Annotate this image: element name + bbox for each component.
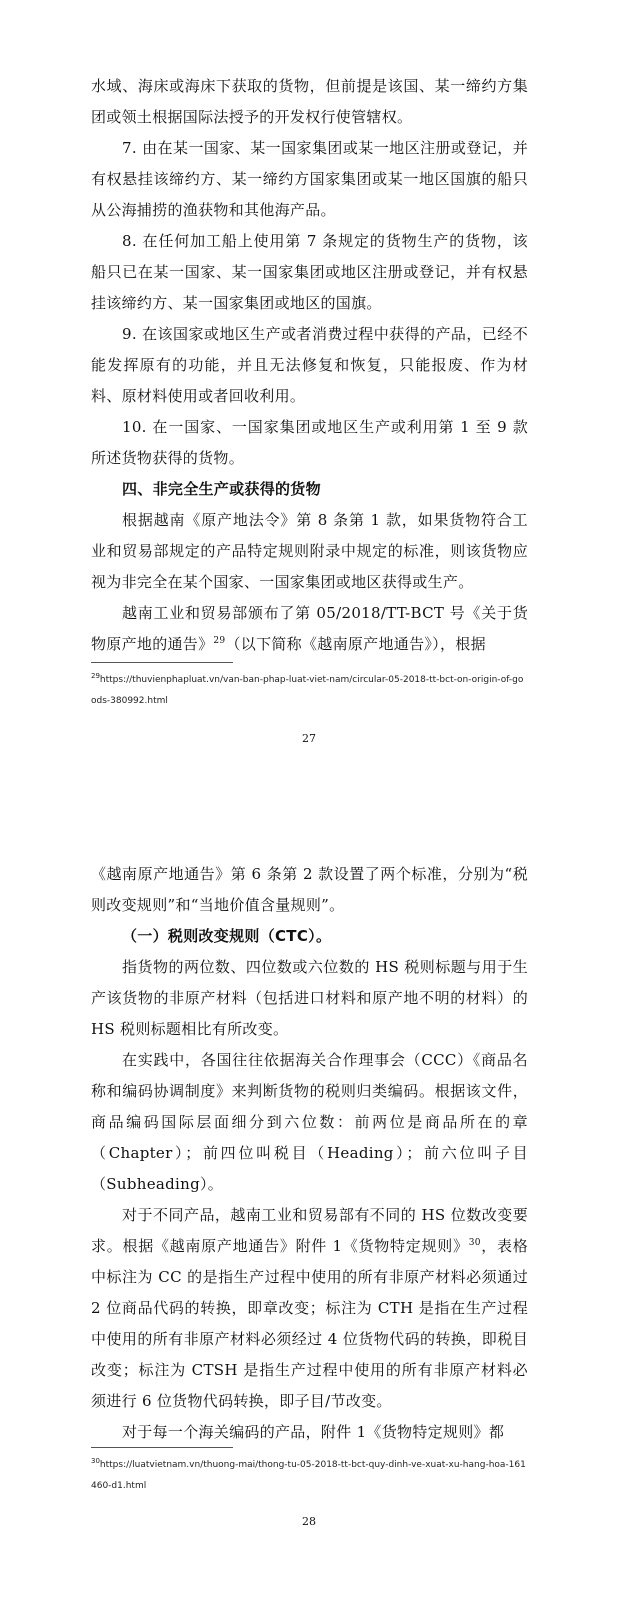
page-body (91, 71, 528, 660)
page-number: 27 (302, 732, 316, 745)
footnote-ref-29[interactable]: 29 (213, 636, 226, 646)
page-body (91, 859, 528, 1448)
paragraph-hs-digits (91, 1200, 528, 1417)
paragraph-continuation: 水域、海床或海床下获取的货物，但前提是该国、某一缔约方集团或领土根据国际法授予的开发权行使管辖权。 (91, 77, 528, 126)
paragraph-item-9: 9. 在该国家或地区生产或者消费过程中获得的产品，已经不能发挥原有的功能，并且无法修复和恢复，只能报废、作为材料、原材料使用或者回收利用。 (91, 325, 528, 405)
footnote-divider (91, 1447, 233, 1448)
paragraph-origin-decree: 根据越南《原产地法令》第 8 条第 1 款，如果货物符合工业和贸易部规定的产品特定规则附录中规定的标准，则该货物应视为非完全在某个国家、一国家集团或地区获得或生产。 (91, 511, 528, 591)
paragraph-ctc-definition: 指货物的两位数、四位数或六位数的 HS 税则标题与用于生产该货物的非原产材料（包括进口材料和原产地不明的材料）的 HS 税则标题相比有所改变。 (91, 958, 528, 1038)
footnote-ref-30[interactable]: 30 (468, 1238, 481, 1248)
page-28 (0, 800, 618, 1600)
paragraph-continuation: 《越南原产地通告》第 6 条第 2 款设置了两个标准，分别为“税则改变规则”和“当地价值含量规则”。 (91, 865, 528, 914)
paragraph-item-8: 8. 在任何加工船上使用第 7 条规定的货物生产的货物，该船只已在某一国家、某一国家集团或地区注册或登记，并有权悬挂该缔约方、某一国家集团或地区的国旗。 (91, 232, 528, 312)
paragraph-annex: 对于每一个海关编码的产品，附件 1《货物特定规则》都 (122, 1423, 505, 1441)
paragraph-item-10: 10. 在一国家、一国家集团或地区生产或利用第 1 至 9 款所述货物获得的货物。 (91, 418, 528, 467)
paragraph-circular (91, 598, 528, 660)
paragraph-circular-tail: （以下简称《越南原产地通告》），根据 (225, 635, 486, 653)
paragraph-hs-digits-tail: ，表格中标注为 CC 的是指生产过程中使用的所有非原产材料必须通过 2 位商品代码的转换，即章改变；标注为 CTH 是指在生产过程中使用的所有非原产材料必须经过 4 位货物代码的转换，即税目改变；标注为 CTSH 是指生产过程中使用的所有非原产材料必须进行 6 位货物代码转换，即子目/节改变。 (91, 1237, 528, 1410)
paragraph-hs-digits-text: 对于不同产品，越南工业和贸易部有不同的 HS 位数改变要求。根据《越南原产地通告》附件 1《货物特定规则》 (91, 1206, 528, 1255)
footnote-link[interactable]: https://luatvietnam.vn/thuong-mai/thong-tu-05-2018-tt-bct-quy-dinh-ve-xuat-xu-hang-hoa-161460-d1.html (91, 1460, 526, 1491)
paragraph-circular-text: 越南工业和贸易部颁布了第 05/2018/TT-BCT 号《关于货物原产地的通告》 (91, 604, 528, 653)
footnote-number: 30 (91, 1457, 100, 1465)
section-heading: 四、非完全生产或获得的货物 (122, 480, 321, 498)
footnote-divider (91, 662, 233, 663)
footnote-30 (91, 1455, 528, 1497)
footnote-link[interactable]: https://thuvienphapluat.vn/van-ban-phap-luat-viet-nam/circular-05-2018-tt-bct-on-origin-of-goods-380992.html (91, 675, 524, 706)
paragraph-hs-practice: 在实践中，各国往往依据海关合作理事会（CCC）《商品名称和编码协调制度》来判断货物的税则归类编码。根据该文件，商品编码国际层面细分到六位数：前两位是商品所在的章（Chapter）；前四位叫税目（Heading）；前六位叫子目（Subheading）。 (91, 1051, 528, 1193)
footnote-number: 29 (91, 672, 100, 680)
footnote-29 (91, 670, 528, 712)
page-number: 28 (302, 1515, 316, 1528)
paragraph-item-7: 7. 由在某一国家、某一国家集团或某一地区注册或登记，并有权悬挂该缔约方、某一缔约方国家集团或某一地区国旗的船只从公海捕捞的渔获物和其他海产品。 (91, 139, 528, 219)
subsection-heading: （一）税则改变规则（CTC）。 (122, 927, 332, 945)
